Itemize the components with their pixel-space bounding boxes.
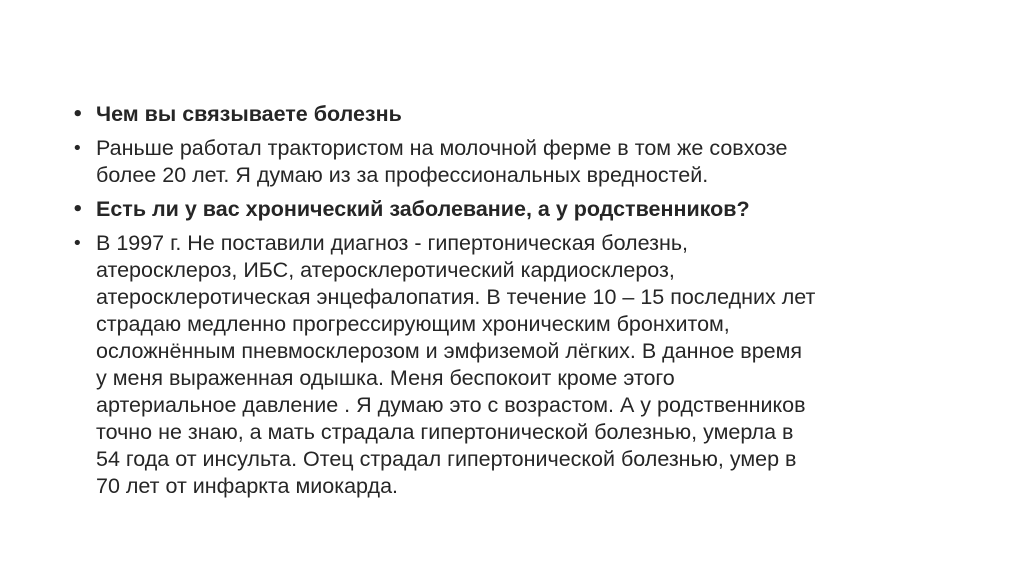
text-line: 54 года от инсульта. Отец страдал гипертонической болезнью, умер в bbox=[96, 447, 797, 471]
text-line: точно не знаю, а мать страдала гипертонической болезнью, умерла в bbox=[96, 420, 794, 444]
text-line: осложнённым пневмосклерозом и эмфиземой лёгких. В данное время bbox=[96, 339, 803, 363]
bullet-marker: • bbox=[72, 104, 84, 125]
bullet-marker: • bbox=[72, 138, 83, 159]
bullet-marker: • bbox=[72, 199, 84, 220]
bullet-text bbox=[96, 101, 972, 128]
text-line: В 1997 г. Не поставили диагноз - гипертоническая болезнь, bbox=[96, 231, 688, 255]
text-line: атеросклероз, ИБС, атеросклеротический кардиосклероз, bbox=[96, 258, 675, 282]
bullet-text bbox=[96, 196, 972, 223]
text-line: Чем вы связываете болезнь bbox=[96, 102, 402, 126]
bullet-item-answer-chronic bbox=[72, 230, 972, 500]
bullet-item-question-chronic bbox=[72, 196, 972, 223]
text-line: у меня выраженная одышка. Меня беспокоит кроме этого bbox=[96, 366, 675, 390]
bullet-marker: • bbox=[72, 233, 83, 254]
text-line: атеросклеротическая энцефалопатия. В течение 10 – 15 последних лет bbox=[96, 285, 816, 309]
text-line: более 20 лет. Я думаю из за профессиональных вредностей. bbox=[96, 163, 709, 187]
bullet-text bbox=[96, 135, 972, 189]
text-line: артериальное давление . Я думаю это с возрастом. А у родственников bbox=[96, 393, 806, 417]
text-line: 70 лет от инфаркта миокарда. bbox=[96, 474, 398, 498]
bullet-text bbox=[96, 230, 972, 500]
bullet-list bbox=[72, 101, 972, 507]
text-line: Раньше работал трактористом на молочной ферме в том же совхозе bbox=[96, 136, 788, 160]
bullet-item-answer-cause bbox=[72, 135, 972, 189]
text-line: Есть ли у вас хронический заболевание, а у родственников? bbox=[96, 197, 750, 221]
text-line: страдаю медленно прогрессирующим хроническим бронхитом, bbox=[96, 312, 730, 336]
bullet-item-question-cause bbox=[72, 101, 972, 128]
